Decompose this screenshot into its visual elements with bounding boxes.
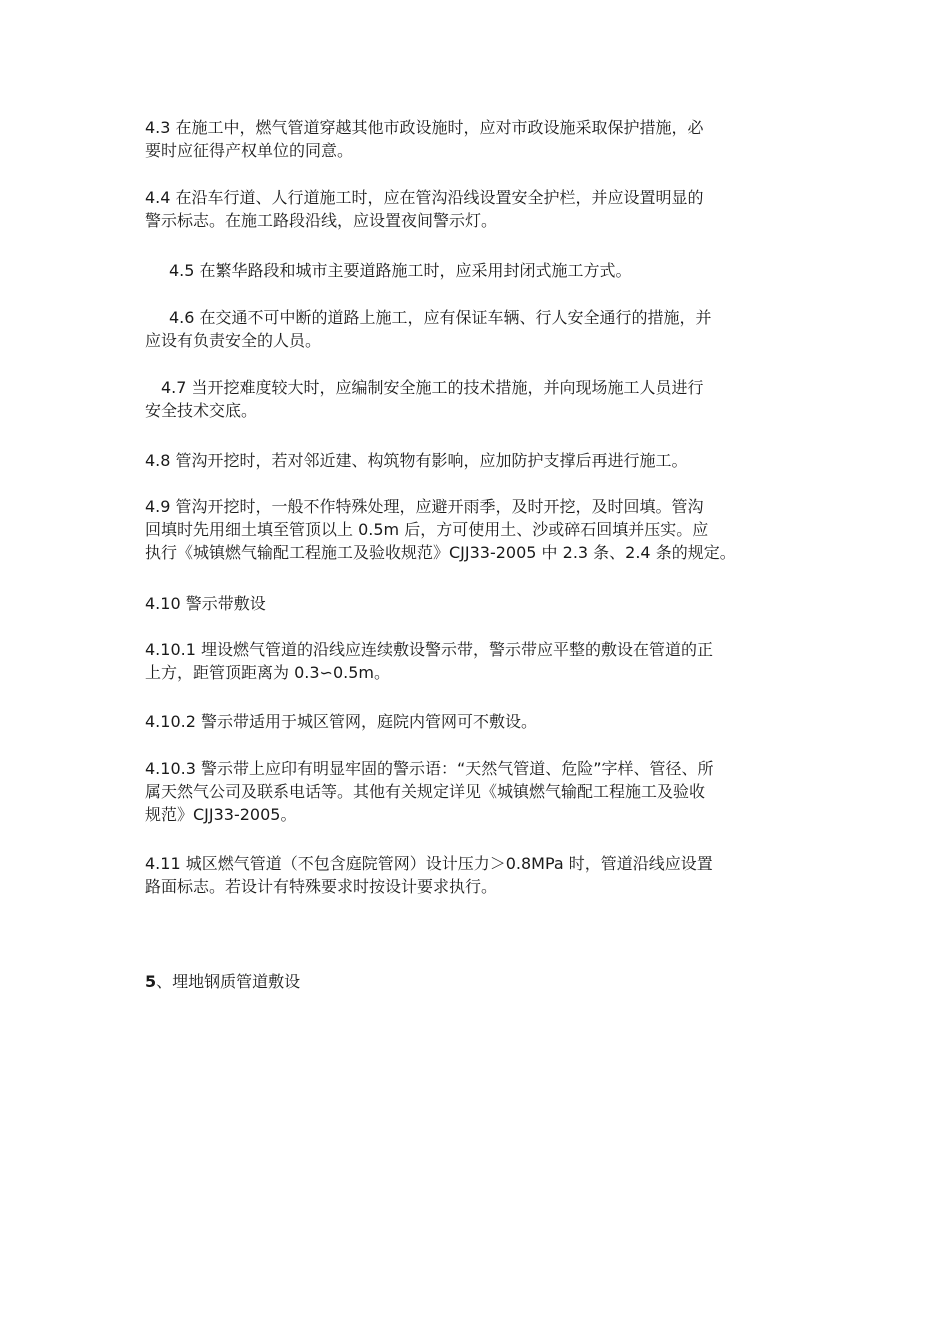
- paragraph-line: 回填时先用细土填至管顶以上 0.5m 后，方可使用土、沙或碎石回填并压实。应: [145, 520, 709, 539]
- paragraph-4-7: [145, 376, 815, 422]
- paragraph-line: 执行《城镇燃气输配工程施工及验收规范》CJJ33-2005 中 2.3 条、2.4 条的规定。: [145, 543, 736, 562]
- paragraph-line: 4.10.3 警示带上应印有明显牢固的警示语：“天然气管道、危险”字样、管径、所: [145, 759, 714, 778]
- paragraph-line: 4.7 当开挖难度较大时，应编制安全施工的技术措施，并向现场施工人员进行: [161, 378, 704, 397]
- paragraph-line: 4.4 在沿车行道、人行道施工时，应在管沟沿线设置安全护栏，并应设置明显的: [145, 188, 704, 207]
- paragraph-4-11: [145, 852, 815, 898]
- paragraph-line: 安全技术交底。: [145, 401, 258, 420]
- paragraph-line: 路面标志。若设计有特殊要求时按设计要求执行。: [145, 877, 498, 896]
- paragraph-4-10-1: [145, 638, 815, 684]
- paragraph-line: 4.8 管沟开挖时，若对邻近建、构筑物有影响，应加防护支撑后再进行施工。: [145, 451, 688, 470]
- paragraph-4-5: [169, 259, 839, 282]
- paragraph-4-6: [145, 306, 815, 352]
- paragraph-line: 应设有负责安全的人员。: [145, 331, 322, 350]
- paragraph-line: 要时应征得产权单位的同意。: [145, 141, 354, 160]
- paragraph-4-10: [145, 592, 815, 615]
- paragraph-4-8: [145, 449, 815, 472]
- paragraph-line: 4.6 在交通不可中断的道路上施工，应有保证车辆、行人安全通行的措施，并: [169, 308, 712, 327]
- section-title: 、埋地钢质管道敷设: [156, 972, 301, 991]
- paragraph-4-9: [145, 495, 815, 564]
- paragraph-line: 警示标志。在施工路段沿线，应设置夜间警示灯。: [145, 211, 498, 230]
- paragraph-line: 上方，距管顶距离为 0.3∽0.5m。: [145, 663, 390, 682]
- paragraph-line: 属天然气公司及联系电话等。其他有关规定详见《城镇燃气输配工程施工及验收: [145, 782, 706, 801]
- paragraph-line: 4.10 警示带敷设: [145, 594, 266, 613]
- section-number: 5: [145, 972, 157, 991]
- paragraph-4-3: [145, 116, 815, 162]
- paragraph-line: 4.10.2 警示带适用于城区管网，庭院内管网可不敷设。: [145, 712, 537, 731]
- paragraph-line: 规范》CJJ33-2005。: [145, 805, 297, 824]
- paragraph-4-4: [145, 186, 815, 232]
- paragraph-4-10-3: [145, 757, 815, 826]
- paragraph-line: 4.9 管沟开挖时，一般不作特殊处理，应避开雨季，及时开挖，及时回填。管沟: [145, 497, 704, 516]
- section-5-heading: [145, 970, 300, 993]
- paragraph-line: 4.10.1 埋设燃气管道的沿线应连续敷设警示带，警示带应平整的敷设在管道的正: [145, 640, 713, 659]
- paragraph-line: 4.5 在繁华路段和城市主要道路施工时，应采用封闭式施工方式。: [169, 261, 632, 280]
- paragraph-4-10-2: [145, 710, 815, 733]
- paragraph-line: 4.3 在施工中，燃气管道穿越其他市政设施时，应对市政设施采取保护措施，必: [145, 118, 704, 137]
- paragraph-line: 4.11 城区燃气管道（不包含庭院管网）设计压力＞0.8MPa 时，管道沿线应设置: [145, 854, 713, 873]
